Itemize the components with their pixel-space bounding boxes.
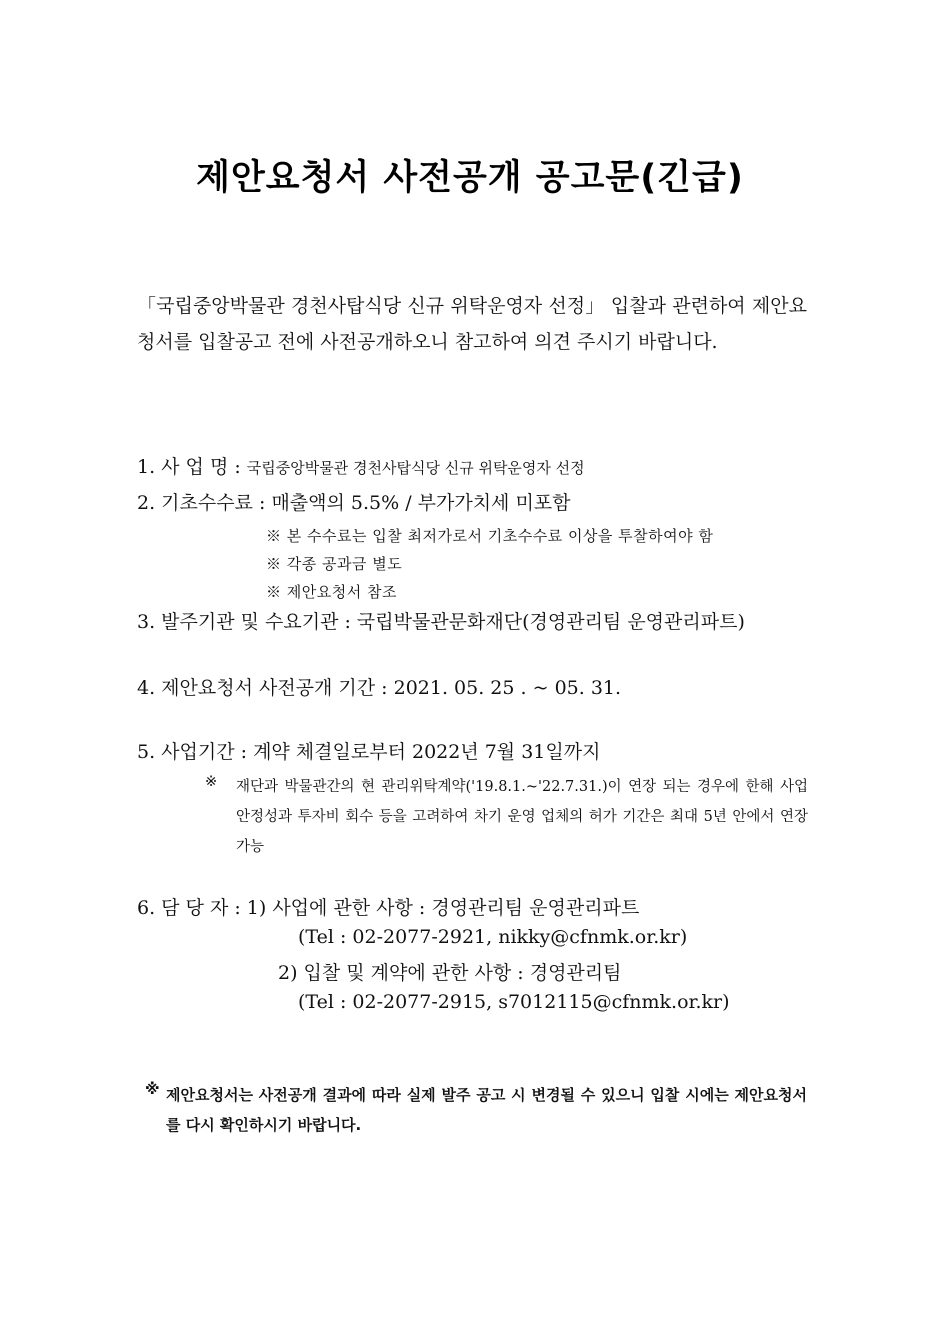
page-title: 제안요청서 사전공개 공고문(긴급) [196,158,744,198]
item-2 [137,488,571,515]
item-6-line-4: (Tel : 02-2077-2915, s7012115@cfnmk.or.kr) [298,991,730,1013]
item-6-line-2: (Tel : 02-2077-2921, nikky@cfnmk.or.kr) [298,926,688,948]
item-2-note-1: ※ 본 수수료는 입찰 최저가로서 기초수수료 이상을 투찰하여야 함 [266,527,714,545]
intro-paragraph: 「국립중앙박물관 경천사탑식당 신규 위탁운영자 선정」 입찰과 관련하여 제안요청서를 입찰공고 전에 사전공개하오니 참고하여 의견 주시기 바랍니다. [137,295,807,353]
item-4: 4. 제안요청서 사전공개 기간 : 2021. 05. 25 . ~ 05. 31. [137,677,622,699]
item-5: 5. 사업기간 : 계약 체결일로부터 2022년 7월 31일까지 [137,741,601,763]
item-3: 3. 발주기관 및 수요기관 : 국립박물관문화재단(경영관리팀 운영관리파트) [137,611,745,633]
item-2-label: 2. 기초수수료 : [137,492,266,514]
item-5-note: 재단과 박물관간의 현 관리위탁계약('19.8.1.~'22.7.31.)이 연장 되는 경우에 한해 사업 안정성과 투자비 회수 등을 고려하여 차기 운영 업체의 허가 기간은 최대 5년 안에서 연장 가능 [236,779,808,855]
footer-note: 제안요청서는 사전공개 결과에 따라 실제 발주 공고 시 변경될 수 있으니 입찰 시에는 제안요청서를 다시 확인하시기 바랍니다. [166,1086,807,1134]
item-5-note-mark: ※ [205,774,218,790]
item-2-note-2: ※ 각종 공과금 별도 [266,555,403,573]
item-6-line-1: 6. 담 당 자 : 1) 사업에 관한 사항 : 경영관리팀 운영관리파트 [137,897,640,919]
item-2-value: 매출액의 5.5% / 부가가치세 미포함 [271,492,571,514]
item-2-note-3: ※ 제안요청서 참조 [266,583,397,601]
item-1 [137,452,585,479]
footer-note-mark: ※ [145,1080,160,1098]
item-1-value: 국립중앙박물관 경천사탑식당 신규 위탁운영자 선정 [246,459,585,477]
item-6-line-3: 2) 입찰 및 계약에 관한 사항 : 경영관리팀 [278,962,622,984]
item-1-label: 1. 사 업 명 : [137,456,241,478]
